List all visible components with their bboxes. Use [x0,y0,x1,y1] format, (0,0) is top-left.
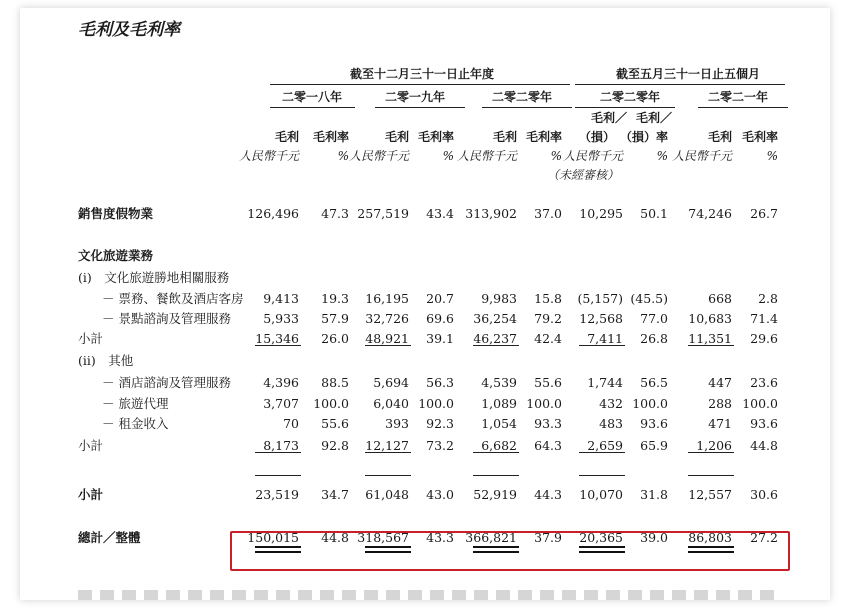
table-cell: 31.8 [640,487,668,502]
year-underline-2020-5m [575,107,675,108]
table-cell: 37.9 [534,530,562,545]
table-cell: 3,707 [263,396,299,411]
table-cell: 23.6 [750,375,778,390]
table-cell: 27.2 [750,530,778,545]
table-cell: 61,048 [365,487,409,502]
document-card [20,8,830,600]
subtotal-rule [579,475,625,476]
table-cell: 71.4 [750,311,778,326]
table-cell: 1,089 [481,396,517,411]
table-cell: 65.9 [640,438,668,453]
table-cell: 64.3 [534,438,562,453]
table-cell: 44.3 [534,487,562,502]
page-title: 毛利及毛利率 [78,20,180,40]
year-underline-2018 [270,107,355,108]
subtotal-rule [579,452,625,453]
table-cell: 447 [708,375,732,390]
table-cell: 10,070 [579,487,623,502]
table-cell: 668 [708,291,732,306]
table-cell: 6,682 [481,438,517,453]
table-cell: 26.0 [321,331,349,346]
subtotal-rule [255,475,301,476]
row-label: 總計／整體 [78,530,141,545]
table-cell: 313,902 [465,206,517,221]
gross-margin-col-header: 毛利率 [525,130,562,144]
table-cell: 44.8 [321,530,349,545]
year-header-2018: 二零一八年 [282,90,343,104]
table-cell: (45.5) [630,291,668,306]
unit-rmb-label: 人民幣千元 [671,149,732,163]
table-cell: 86,803 [688,530,732,545]
table-cell: 16,195 [365,291,409,306]
table-cell: 393 [385,416,409,431]
table-cell: 12,127 [365,438,409,453]
table-cell: 5,933 [263,311,299,326]
table-cell: 79.2 [534,311,562,326]
subtotal-rule [365,452,411,453]
table-cell: 32,726 [365,311,409,326]
gross-margin-loss-col-header-line2: （損）率 [619,130,668,144]
year-header-2020-5m: 二零二零年 [600,90,661,104]
table-cell: 100.0 [632,396,668,411]
period-year-underline [270,84,570,85]
table-cell: 77.0 [640,311,668,326]
table-cell: 288 [708,396,732,411]
row-label: 小計 [78,331,104,346]
gross-profit-col-header: 毛利 [274,130,299,144]
header-period-five-month: 截至五月三十一日止五個月 [616,67,761,81]
year-header-2020: 二零二零年 [492,90,553,104]
row-label: 文化旅遊業務 [78,248,154,263]
unit-pct-label: % [550,149,562,163]
table-cell: 20.7 [426,291,454,306]
table-cell: 42.4 [534,331,562,346]
table-cell: 366,821 [465,530,517,545]
table-cell: 4,539 [481,375,517,390]
total-row-highlight [230,531,790,571]
table-cell: 93.6 [750,416,778,431]
unit-pct-label: % [766,149,778,163]
unit-pct-label: % [337,149,349,163]
table-cell: 39.0 [640,530,668,545]
row-label: (ii) 其他 [78,353,134,368]
table-cell: 19.3 [321,291,349,306]
table-cell: 471 [708,416,732,431]
cropped-next-line [78,590,778,600]
table-cell: 5,694 [373,375,409,390]
table-cell: 30.6 [750,487,778,502]
subtotal-rule [365,345,411,346]
year-underline-2021-5m [698,107,788,108]
row-label: － 酒店諮詢及管理服務 [102,375,231,390]
table-cell: 39.1 [426,331,454,346]
subtotal-rule [255,452,301,453]
table-cell: 15.8 [534,291,562,306]
table-cell: 1,206 [696,438,732,453]
table-cell: 100.0 [313,396,349,411]
table-cell: 43.3 [426,530,454,545]
table-cell: 1,054 [481,416,517,431]
unit-rmb-label: 人民幣千元 [456,149,517,163]
gross-margin-col-header: 毛利率 [417,130,454,144]
subtotal-rule [473,452,519,453]
table-cell: 20,365 [579,530,623,545]
row-label: (i) 文化旅遊勝地相關服務 [78,270,230,285]
year-header-2019: 二零一九年 [385,90,446,104]
table-cell: 12,568 [579,311,623,326]
table-cell: 10,295 [579,206,623,221]
table-cell: 46,237 [473,331,517,346]
gross-profit-loss-col-header-line2: （損） [578,130,615,144]
table-cell: 2,659 [587,438,623,453]
year-header-2021-5m: 二零二一年 [708,90,769,104]
table-cell: 15,346 [255,331,299,346]
table-cell: 2.8 [758,291,778,306]
table-cell: 93.6 [640,416,668,431]
table-cell: 150,015 [247,530,299,545]
gross-margin-loss-header-line1: 毛利／ [636,111,673,125]
gross-profit-col-header: 毛利 [384,130,409,144]
table-cell: 52,919 [473,487,517,502]
unit-pct-label: % [656,149,668,163]
table-cell: 100.0 [742,396,778,411]
gross-profit-loss-header-line1: 毛利／ [591,111,628,125]
table-cell: 73.2 [426,438,454,453]
subtotal-rule [688,345,734,346]
table-cell: 29.6 [750,331,778,346]
unit-rmb-label: 人民幣千元 [348,149,409,163]
table-cell: 88.5 [321,375,349,390]
year-underline-2019 [375,107,465,108]
table-cell: 69.6 [426,311,454,326]
gross-profit-col-header: 毛利 [707,130,732,144]
subtotal-rule [688,475,734,476]
table-cell: 23,519 [255,487,299,502]
table-cell: 92.3 [426,416,454,431]
table-cell: 432 [599,396,623,411]
table-cell: 44.8 [750,438,778,453]
table-cell: 47.3 [321,206,349,221]
row-label: － 旅遊代理 [102,396,169,411]
table-cell: 55.6 [321,416,349,431]
subtotal-rule [473,475,519,476]
table-cell: 10,683 [688,311,732,326]
table-cell: 100.0 [526,396,562,411]
table-cell: 34.7 [321,487,349,502]
table-cell: 483 [599,416,623,431]
table-cell: 11,351 [688,331,732,346]
table-cell: 8,173 [263,438,299,453]
unit-rmb-label: 人民幣千元 [238,149,299,163]
table-cell: 56.3 [426,375,454,390]
table-cell: 7,411 [587,331,623,346]
row-label: 銷售度假物業 [78,206,154,221]
gross-margin-col-header: 毛利率 [312,130,349,144]
unit-pct-label: % [442,149,454,163]
table-cell: 74,246 [688,206,732,221]
table-cell: 1,744 [587,375,623,390]
table-cell: 93.3 [534,416,562,431]
table-cell: 70 [283,416,299,431]
table-cell: 6,040 [373,396,409,411]
subtotal-rule [473,345,519,346]
table-cell: 92.8 [321,438,349,453]
table-cell: 36,254 [473,311,517,326]
table-cell: 9,413 [263,291,299,306]
table-cell: 50.1 [640,206,668,221]
year-underline-2020 [482,107,572,108]
gross-profit-col-header: 毛利 [492,130,517,144]
row-label: － 租金收入 [102,416,169,431]
table-cell: 55.6 [534,375,562,390]
table-cell: 12,557 [688,487,732,502]
unaudited-label: （未經審核） [546,168,619,182]
table-cell: 4,396 [263,375,299,390]
table-cell: (5,157) [577,291,623,306]
table-cell: 126,496 [247,206,299,221]
row-label: － 票務、餐飲及酒店客房 [102,291,244,306]
period-five-month-underline [575,84,785,85]
gross-profit-table [20,8,830,600]
subtotal-rule [579,345,625,346]
header-period-year: 截至十二月三十一日止年度 [350,67,495,81]
table-cell: 318,567 [357,530,409,545]
table-cell: 26.7 [750,206,778,221]
row-label: 小計 [78,487,104,502]
unit-rmb-label: 人民幣千元 [562,149,623,163]
subtotal-rule [688,452,734,453]
row-label: － 景點諮詢及管理服務 [102,311,231,326]
table-cell: 43.0 [426,487,454,502]
table-cell: 56.5 [640,375,668,390]
table-cell: 48,921 [365,331,409,346]
gross-margin-col-header: 毛利率 [741,130,778,144]
table-cell: 37.0 [534,206,562,221]
table-cell: 100.0 [418,396,454,411]
table-cell: 257,519 [357,206,409,221]
table-cell: 57.9 [321,311,349,326]
table-cell: 43.4 [426,206,454,221]
table-cell: 9,983 [481,291,517,306]
subtotal-rule [255,345,301,346]
subtotal-rule [365,475,411,476]
table-cell: 26.8 [640,331,668,346]
row-label: 小計 [78,438,104,453]
